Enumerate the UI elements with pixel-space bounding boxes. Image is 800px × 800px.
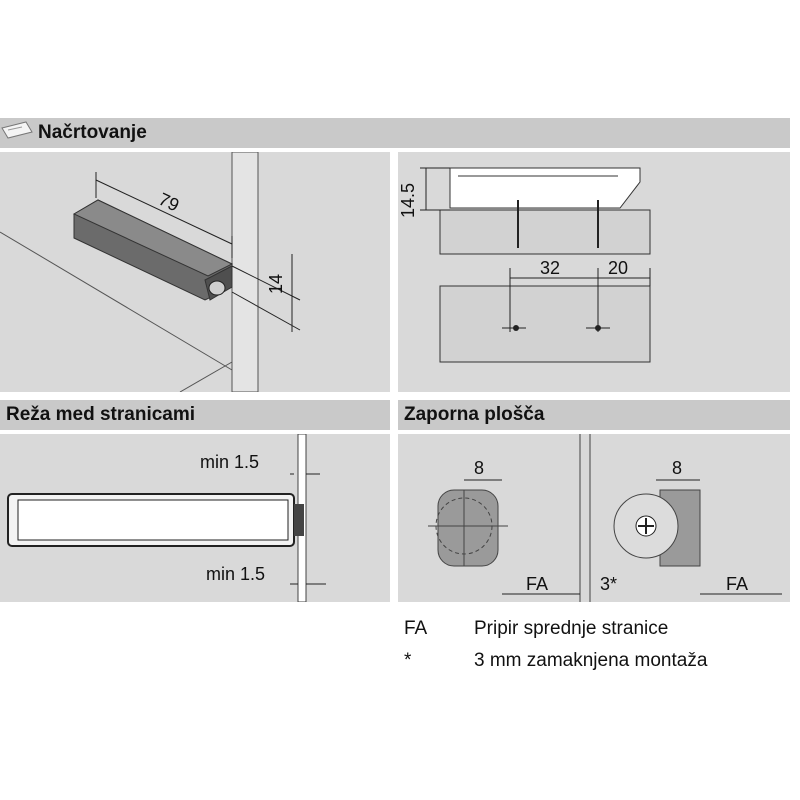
striker-dim-8-right: 8 — [672, 458, 683, 478]
fa-right: FA — [726, 574, 749, 594]
gap-panel — [0, 434, 390, 602]
document-icon — [0, 118, 34, 148]
striker-header — [398, 400, 790, 430]
mounting-section-panel — [398, 152, 790, 392]
legend-text-asterisk: 3 mm zamaknjena montaža — [474, 650, 708, 671]
dimension-14: 14 — [266, 273, 286, 294]
gap-min-bottom: min 1.5 — [206, 564, 266, 584]
striker-title: Zaporna plošča — [404, 404, 545, 425]
fa-left: FA — [526, 574, 549, 594]
dimension-14-5: 14.5 — [398, 182, 418, 218]
gap-header — [0, 400, 390, 430]
planning-perspective-panel — [0, 152, 390, 392]
striker-drawing — [398, 434, 790, 602]
planning-header — [0, 118, 790, 148]
dimension-79: 79 — [155, 188, 183, 216]
perspective-drawing — [0, 152, 390, 392]
gap-title: Reža med stranicami — [6, 404, 196, 425]
dimension-32: 32 — [540, 258, 561, 278]
offset-3-marker: 3* — [600, 574, 618, 594]
legend-key-asterisk: * — [404, 650, 412, 671]
dimension-20: 20 — [608, 258, 629, 278]
striker-dim-8-left: 8 — [474, 458, 485, 478]
striker-panel — [398, 434, 790, 602]
section-drawing — [398, 152, 790, 392]
legend-key-fa: FA — [404, 618, 428, 639]
gap-min-top: min 1.5 — [200, 452, 260, 472]
planning-title: Načrtovanje — [38, 122, 147, 143]
legend-text-fa: Pripir sprednje stranice — [474, 618, 669, 639]
gap-drawing — [0, 434, 390, 602]
